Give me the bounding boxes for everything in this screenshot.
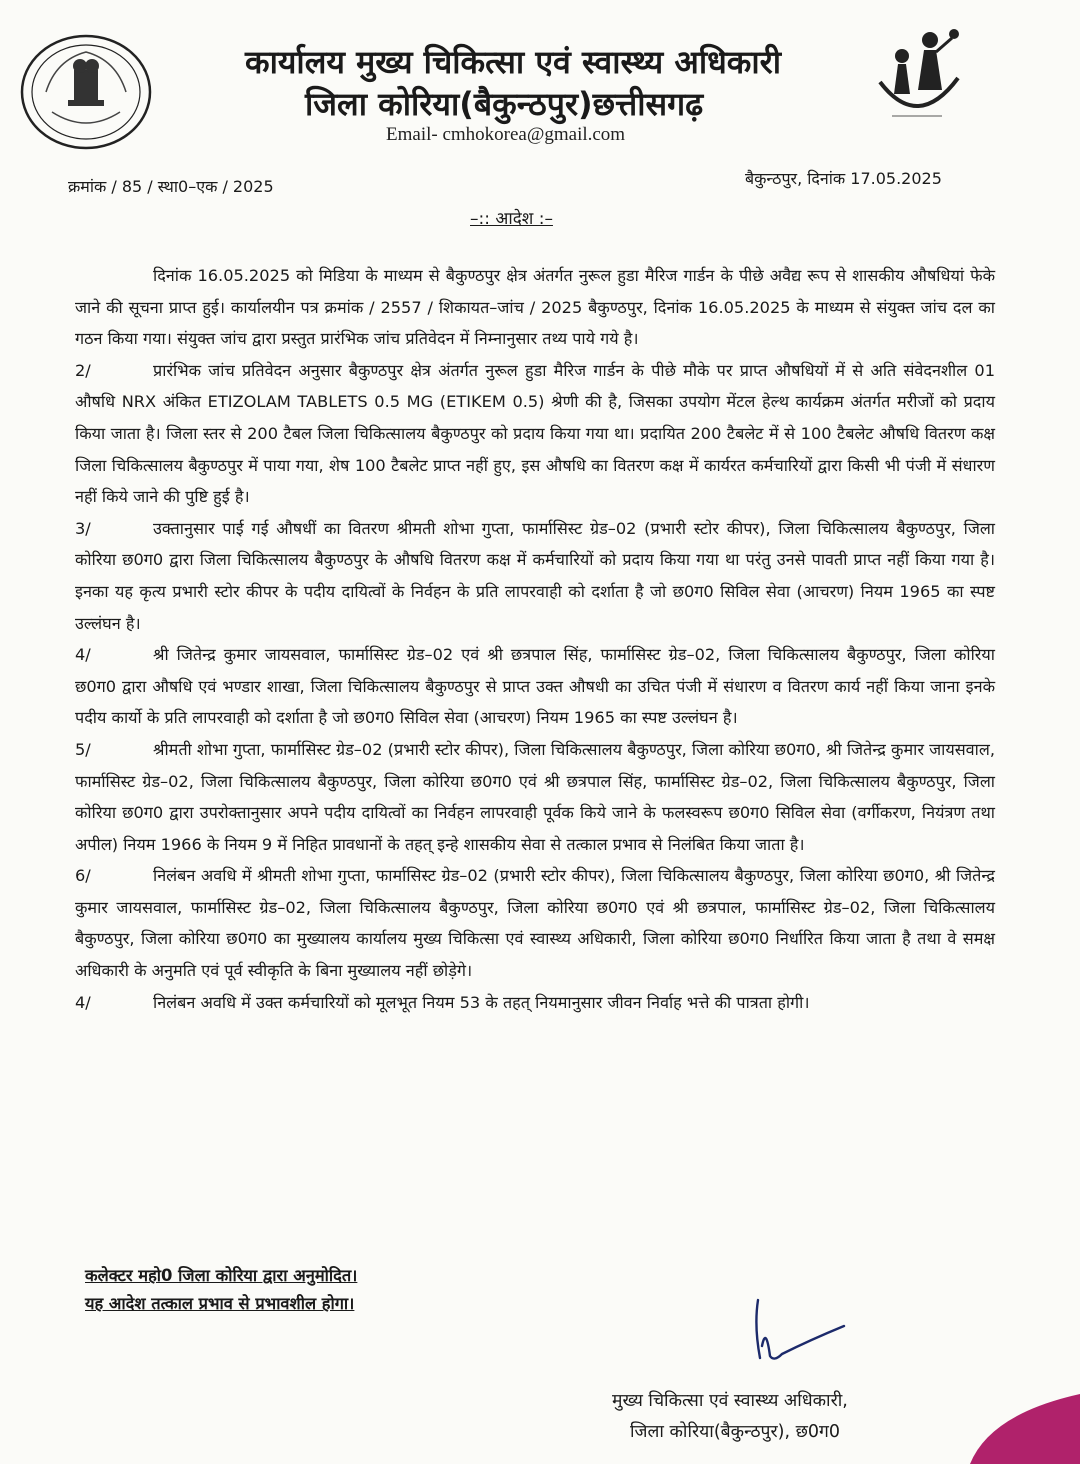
handwritten-signature — [740, 1296, 850, 1366]
office-name-heading: कार्यालय मुख्य चिकित्सा एवं स्वास्थ्य अधिकारी — [245, 43, 782, 81]
paragraph-number: 4/ — [75, 992, 91, 1012]
reference-number: क्रमांक / 85 / स्था0–एक / 2025 — [68, 177, 274, 196]
government-emblem-icon — [16, 30, 158, 154]
signatory-designation: मुख्य चिकित्सा एवं स्वास्थ्य अधिकारी, — [612, 1391, 848, 1411]
paragraph-3: 3/ उक्तानुसार पाई गई औषधीं का वितरण श्रीमती शोभा गुप्ता, फार्मासिस्ट ग्रेड–02 (प्रभारी स्टोर कीपर), जिला चिकित्सालय बैकुण्ठपुर, जिला कोरिया छ0ग0 द्वारा जिला चिकित्सालय बैकुण्ठपुर के औषधि वितरण कक्ष में कर्मचारियों को प्रदाय किया गया था परंतु उनसे पावती प्राप्त नहीं किया गया है। इनका यह कृत्य प्रभारी स्टोर कीपर के पदीय दायित्वों के निर्वहन के प्रति लापरवाही को दर्शाता है जो छ0ग0 सिविल सेवा (आचरण) नियम 1965 का स्पष्ट उल्लंघन है। — [75, 513, 995, 639]
paragraph-number: 4/ — [75, 645, 91, 665]
signatory-district: जिला कोरिया(बैकुन्ठपुर), छ0ग0 — [630, 1422, 840, 1442]
approval-line-2: यह आदेश तत्काल प्रभाव से प्रभावशील होगा। — [85, 1294, 355, 1313]
email-line: Email- cmhokorea@gmail.com — [386, 124, 626, 145]
paragraph-number: 6/ — [75, 866, 91, 886]
paragraph-1: दिनांक 16.05.2025 को मिडिया के माध्यम से बैकुण्ठपुर क्षेत्र अंतर्गत नुरूल हुडा मैरिज गार्डन के पीछे अवैद्य रूप से शासकीय औषधियां फेके जाने की सूचना प्राप्त हुई। कार्यालयीन पत्र क्रमांक / 2557 / शिकायत–जांच / 2025 बैकुण्ठपुर, दिनांक 16.05.2025 के माध्यम से संयुक्त जांच दल का गठन किया गया। संयुक्त जांच द्वारा प्रस्तुत प्रारंभिक जांच प्रतिवेदन में निम्नानुसार तथ्य पाये गये है। — [75, 266, 995, 349]
page-corner-decoration — [930, 1394, 1080, 1464]
paragraph-4: 4/ श्री जितेन्द्र कुमार जायसवाल, फार्मासिस्ट ग्रेड–02 एवं श्री छत्रपाल सिंह, फार्मासिस्ट ग्रेड–02, जिला चिकित्सालय बैकुण्ठपुर, जिला कोरिया छ0ग0 द्वारा औषधि एवं भण्डार शाखा, जिला चिकित्सालय बैकुण्ठपुर से प्राप्त उक्त औषधी का उचित पंजी में संधारण व वितरण कार्य नहीं किया जाना इनके पदीय कार्यो के प्रति लापरवाही को दर्शाता है जो छ0ग0 सिविल सेवा (आचरण) नियम 1965 का स्पष्ट उल्लंघन है। — [75, 639, 995, 734]
paragraph-number: 2/ — [75, 360, 91, 380]
place-date: बैकुन्ठपुर, दिनांक 17.05.2025 — [745, 169, 942, 188]
approval-line-1: कलेक्टर महो0 जिला कोरिया द्वारा अनुमोदित। — [85, 1266, 358, 1285]
paragraph-2: 2/ प्रारंभिक जांच प्रतिवेदन अनुसार बैकुण्ठपुर क्षेत्र अंतर्गत नुरूल हुडा मैरिज गार्डन के पीछे मौके पर प्राप्त औषधियों में से अति संवेदनशील 01 औषधि NRX अंकित ETIZOLAM TABLETS 0.5 MG (ETIKEM 0.5) श्रेणी की है, जिसका उपयोग मेंटल हेल्थ कार्यक्रम अंतर्गत मरीजों को प्रदाय किया जाता है। जिला स्तर से 200 टैबल जिला चिकित्सालय बैकुण्ठपुर को प्रदाय किया गया था। प्रदायित 200 टैबलेट में से 100 टैबलेट औषधि वितरण कक्ष जिला चिकित्सालय बैकुण्ठपुर में पाया गया, शेष 100 टैबलेट प्राप्त नहीं हुए, इस औषधि का वितरण कक्ष में कार्यरत कर्मचारियों द्वारा किसी भी पंजी में संधारण नहीं किये जाने की पुष्टि हुई है। — [75, 355, 995, 513]
order-title: –:: आदेश :– — [470, 209, 553, 229]
paragraph-number: 3/ — [75, 518, 91, 538]
paragraph-number: 5/ — [75, 739, 91, 759]
health-mission-logo-icon — [872, 12, 966, 136]
district-heading: जिला कोरिया(बैकुन्ठपुर)छत्तीसगढ़ — [305, 85, 704, 123]
order-body — [75, 260, 995, 1018]
paragraph-5: 5/ श्रीमती शोभा गुप्ता, फार्मासिस्ट ग्रेड–02 (प्रभारी स्टोर कीपर), जिला चिकित्सालय बैकुण्ठपुर, जिला कोरिया छ0ग0, श्री जितेन्द्र कुमार जायसवाल, फार्मासिस्ट ग्रेड–02, जिला चिकित्सालय बैकुण्ठपुर, जिला कोरिया छ0ग0 एवं श्री छत्रपाल सिंह, फार्मासिस्ट ग्रेड–02, जिला चिकित्सालय बैकुण्ठपुर, जिला कोरिया छ0ग0 द्वारा उपरोक्तानुसार अपने पदीय दायित्वों का निर्वहन लापरवाही पूर्वक किये जाने के फलस्वरूप छ0ग0 सिविल सेवा (वर्गीकरण, नियंत्रण तथा अपील) नियम 1966 के नियम 9 में निहित प्रावधानों के तहत् इन्हे शासकीय सेवा से तत्काल प्रभाव से निलंबित किया जाता है। — [75, 734, 995, 860]
approval-note — [85, 1262, 357, 1318]
paragraph-7: 4/ निलंबन अवधि में उक्त कर्मचारियों को मूलभूत नियम 53 के तहत् नियमानुसार जीवन निर्वाह भत्ते की पात्रता होगी। — [75, 987, 995, 1019]
paragraph-6: 6/ निलंबन अवधि में श्रीमती शोभा गुप्ता, फार्मासिस्ट ग्रेड–02 (प्रभारी स्टोर कीपर), जिला चिकित्सालय बैकुण्ठपुर, जिला कोरिया छ0ग0, श्री जितेन्द्र कुमार जायसवाल, फार्मासिस्ट ग्रेड–02, जिला चिकित्सालय बैकुण्ठपुर, जिला कोरिया छ0ग0 एवं श्री छत्रपाल, फार्मासिस्ट ग्रेड–02, जिला चिकित्सालय बैकुण्ठपुर, जिला कोरिया छ0ग0 का मुख्यालय कार्यालय मुख्य चिकित्सा एवं स्वास्थ्य अधिकारी, जिला कोरिया छ0ग0 निर्धारित किया जाता है तथा वे समक्ष अधिकारी के अनुमति एवं पूर्व स्वीकृति के बिना मुख्यालय नहीं छोड़ेगे। — [75, 860, 995, 986]
